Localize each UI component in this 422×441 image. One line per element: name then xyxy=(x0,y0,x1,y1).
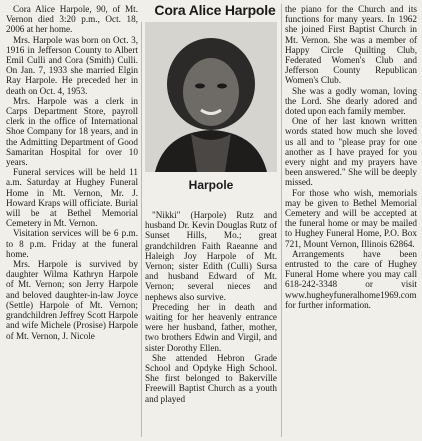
photo-caption: Harpole xyxy=(188,178,234,192)
portrait-photo xyxy=(145,22,277,172)
paragraph: Mrs. Harpole was born on Oct. 3, 1916 in Jefferson County to Albert Emil Culli and Cora (Smith) Culli. On Jan. 7, 1933 she married Elgin Ray Harpole. He preceded her in death on Oct. 4, 1953. xyxy=(6,34,138,96)
column-divider xyxy=(281,4,282,437)
paragraph: the piano for the Church and its functions for many years. In 1962 she joined First Baptist Church in Mt. Vernon. She was a member of Happy Circle Quilting Club, Federated Women's Club and Jefferson County Republican Women's Club. xyxy=(285,4,417,86)
paragraph: One of her last known written words stated how much she loved us all and to "please pray for one another as I have prayed for you every night and my prayers have been answered." She will be deeply missed. xyxy=(285,116,417,188)
paragraph: Mrs. Harpole was a clerk in Carps Department Store, payroll clerk in the office of International Shoe Company for 18 years, and in the Admitting Department of Good Samaritan Hospital for over 10 years. xyxy=(6,95,138,168)
middle-column xyxy=(145,210,277,404)
paragraph: "Nikki" (Harpole) Rutz and husband Dr. Kevin Douglas Rutz of Sunset Hills, Mo.; great grandchildren Faith Raeanne and Haleigh Joy Harpole of Mt. Vernon; sister Edith (Culli) Sursa and husband Edward of Mt. Vernon; several nieces and nephews also survive. xyxy=(145,210,277,302)
paragraph: She was a godly woman, loving the Lord. She dearly adored and doted upon each family member. xyxy=(285,85,417,117)
headline: Cora Alice Harpole xyxy=(154,2,276,18)
paragraph: Mrs. Harpole is survived by daughter Wilma Kathryn Harpole of Mt. Vernon; son Jerry Harpole and beloved daughter-in-law Joyce (Settle) Harpole of Mt. Vernon; grandchildren Jeffrey Scott Harpole and wife Michele (Prosise) Harpole of Mt. Vernon, J. Nicole xyxy=(6,259,138,341)
paragraph: Cora Alice Harpole, 90, of Mt. Vernon died 3:20 p.m., Oct. 18, 2006 at her home. xyxy=(6,4,138,35)
paragraph: Visitation services will be 6 p.m. to 8 p.m. Friday at the funeral home. xyxy=(6,228,138,259)
paragraph: Funeral services will be held 11 a.m. Saturday at Hughey Funeral Home in Mt. Vernon, Mr. J. Howard Kraps will officiate. Burial will be at Bethel Memorial Cemetery in Mt. Vernon. xyxy=(6,167,138,229)
left-column xyxy=(6,4,138,341)
column-divider xyxy=(141,22,142,437)
right-column xyxy=(285,4,417,310)
paragraph: She attended Hebron Grade School and Opdyke High School. She first belonged to Bakerville Freewill Baptist Church as a youth and played xyxy=(145,352,277,404)
paragraph: Arrangements have been entrusted to the care of Hughey Funeral Home where you may call 618-242-3348 or visit www.hugheyfuneralhome1969.com for further information. xyxy=(285,248,417,310)
paragraph: Preceding her in death and waiting for her heavenly entrance were her husband, father, mother, two brothers Edwin and Virgil, and sister Dorothy Ellen. xyxy=(145,301,277,353)
portrait-image xyxy=(145,22,277,172)
paragraph: For those who wish, memorials may be given to Bethel Memorial Cemetery and will be accepted at the funeral home or may be mailed to Hughey Funeral Home, P.O. Box 721, Mount Vernon, Illinois 62864. xyxy=(285,187,417,249)
